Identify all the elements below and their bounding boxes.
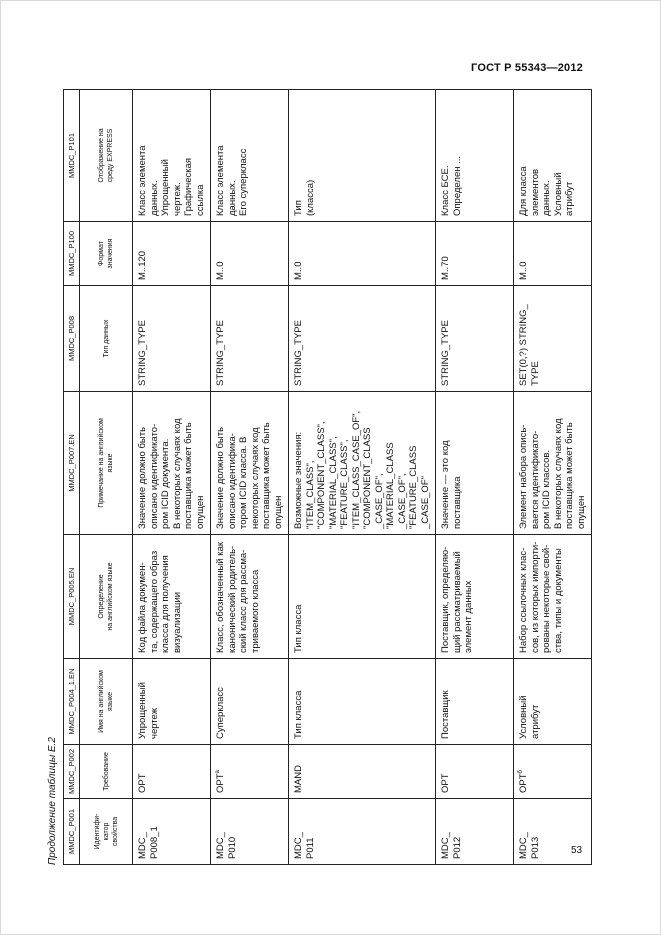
express-cell: Класс элемента данных. Его суперкласс — [211, 90, 289, 222]
name-cell: Упрощенный чертеж — [133, 659, 211, 745]
column-header: Имя на английском языке — [80, 659, 133, 745]
requirement-cell — [436, 745, 514, 799]
note-cell: Возможные значения: "ITEM_CLASS", "COMPONENT_CLASS", "MATERIAL_CLASS", "FEATURE_CLASS", "ITEM_CLASS_CASE_OF", "COMPONENT_CLASS _CASE_OF", "MATERIAL_CLASS _CASE_OF", "FEATURE_CLASS _CASE_OF" — [289, 392, 436, 535]
column-code: MMDC_P001 — [64, 799, 80, 865]
requirement-footnote: a — [214, 770, 221, 774]
column-header: Примечание на английском языке — [80, 392, 133, 535]
name-cell: Суперкласс — [211, 659, 289, 745]
column-code: MMDC_P008 — [64, 286, 80, 392]
requirement-cell — [133, 745, 211, 799]
table-row — [514, 90, 592, 865]
column-name-row — [80, 90, 133, 865]
express-cell: Для класса элементов данных. Условный атрибут — [514, 90, 592, 222]
rotated-table-block — [47, 90, 587, 865]
column-code: MMDC_P101 — [64, 90, 80, 222]
datatype-cell: STRING_TYPE — [436, 286, 514, 392]
requirement-value: OPT — [137, 773, 148, 793]
column-code: MMDC_P005.EN — [64, 535, 80, 659]
table-row — [289, 90, 436, 865]
requirement-value: OPT — [440, 773, 451, 793]
requirement-value: OPT — [215, 773, 226, 793]
property-id-cell: MDC_ P010 — [211, 799, 289, 865]
property-id-cell: MDC_ P012 — [436, 799, 514, 865]
definition-cell: Поставщик, определяю- щий рассматриваемый элемент данных — [436, 535, 514, 659]
definition-cell: Набор ссылочных клас- сов, из которых импорти- рованы некоторые свой- ства, типы и документы — [514, 535, 592, 659]
note-cell: Значение должно быть описано идентификато- ром ICID документа. В некоторых случаях код поставщика может быть опущен — [133, 392, 211, 535]
requirement-value: OPT — [518, 773, 529, 793]
note-cell: Значение — это код поставщика — [436, 392, 514, 535]
requirement-footnote: б — [517, 770, 524, 774]
column-header: Формат значения — [80, 222, 133, 286]
format-cell: M..0 — [289, 222, 436, 286]
datatype-cell: SET(0,?) STRING_ TYPE — [514, 286, 592, 392]
format-cell: M..0 — [211, 222, 289, 286]
column-header: Требование — [80, 745, 133, 799]
express-cell: Тип (класса) — [289, 90, 436, 222]
name-cell: Поставщик — [436, 659, 514, 745]
requirement-cell — [514, 745, 592, 799]
table-caption: Продолжение таблицы Е.2 — [47, 737, 58, 865]
format-cell: M..120 — [133, 222, 211, 286]
table-row — [436, 90, 514, 865]
note-cell: Элемент набора опись- вается идентификато- ром ICID классов. В некоторых случаях код поставщика может быть опущен — [514, 392, 592, 535]
definition-cell: Код файла докумен- та, содержащего образ класса для получения визуализации — [133, 535, 211, 659]
column-code: MMDC_P007.EN — [64, 392, 80, 535]
definition-cell: Класс, обозначенный как канонический родитель- ский класс для рассма- триваемого класса — [211, 535, 289, 659]
standard-header: ГОСТ Р 55343—2012 — [471, 62, 583, 74]
column-code-row — [64, 90, 80, 865]
page-number: 53 — [571, 845, 583, 856]
express-cell: Класс БСЕ. Определен ... — [436, 90, 514, 222]
name-cell: Условный атрибут — [514, 659, 592, 745]
properties-table — [63, 89, 592, 865]
format-cell: M..70 — [436, 222, 514, 286]
datatype-cell: STRING_TYPE — [133, 286, 211, 392]
column-code: MMDC_P004_1.EN — [64, 659, 80, 745]
format-cell: M..0 — [514, 222, 592, 286]
column-header: Отображение на среду EXPRESS — [80, 90, 133, 222]
requirement-cell — [289, 745, 436, 799]
requirement-cell — [211, 745, 289, 799]
express-cell: Класс элемента данных. Упрощенный чертеж. Графическая ссылка — [133, 90, 211, 222]
column-header: Определение на английском языке — [80, 535, 133, 659]
column-header: Тип данных — [80, 286, 133, 392]
datatype-cell: STRING_TYPE — [289, 286, 436, 392]
column-code: MMDC_P002 — [64, 745, 80, 799]
table-row — [133, 90, 211, 865]
property-id-cell: MDC_ P013 — [514, 799, 592, 865]
column-header: Идентифи- катор свойства — [80, 799, 133, 865]
datatype-cell: STRING_TYPE — [211, 286, 289, 392]
table-row — [211, 90, 289, 865]
column-code: MMDC_P100 — [64, 222, 80, 286]
note-cell: Значение должно быть описано идентифика- тором ICID класса. В некоторых случаях код поставщика может быть опущен — [211, 392, 289, 535]
definition-cell: Тип класса — [289, 535, 436, 659]
property-id-cell: MDC_ P008_1 — [133, 799, 211, 865]
property-id-cell: MDC_ P011 — [289, 799, 436, 865]
name-cell: Тип класса — [289, 659, 436, 745]
requirement-value: MAND — [293, 765, 304, 793]
